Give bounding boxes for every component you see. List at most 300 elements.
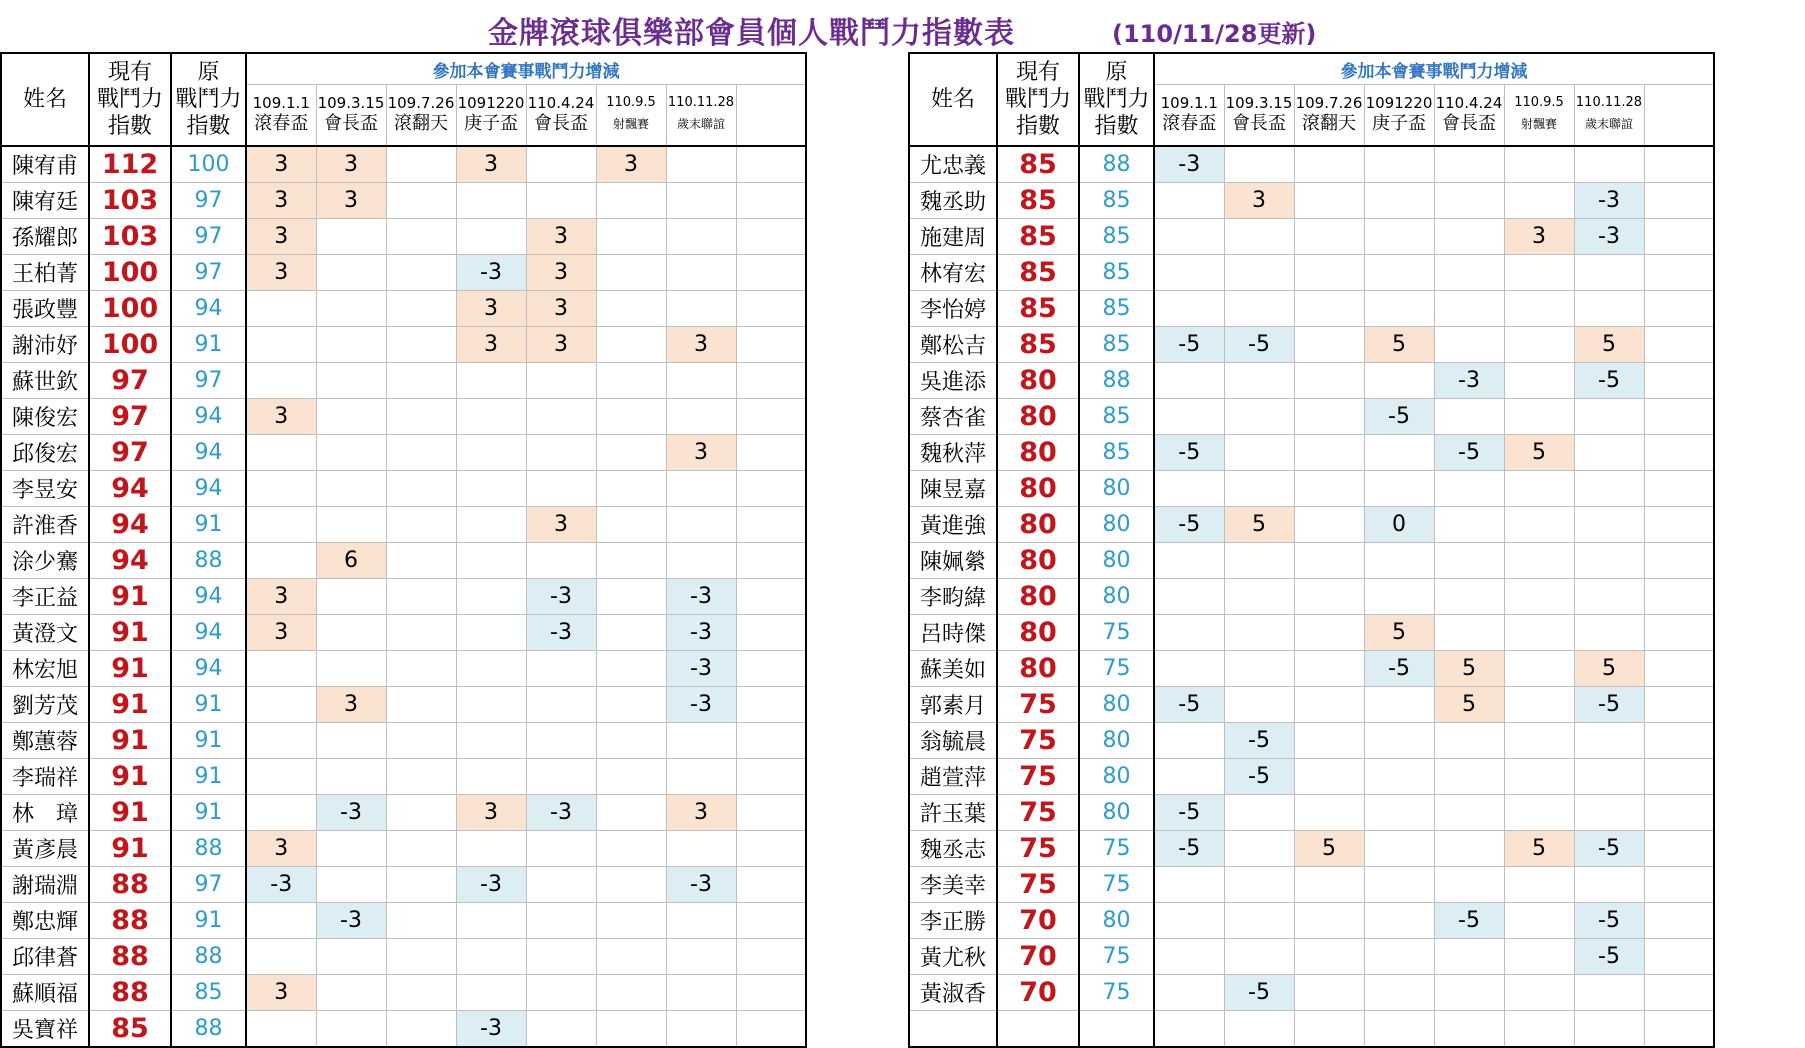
event-date: 109.3.15 <box>317 94 385 112</box>
score-change-cell <box>596 795 666 831</box>
member-name: 尤忠義 <box>909 146 997 183</box>
current-score: 91 <box>89 651 171 687</box>
score-change-cell <box>456 939 526 975</box>
score-change-cell <box>386 471 456 507</box>
member-name: 鄭忠輝 <box>1 903 89 939</box>
score-change-cell <box>1644 939 1714 975</box>
event-date: 110.9.5 <box>606 95 656 110</box>
right-panel <box>908 52 1715 1048</box>
score-change-cell: 6 <box>316 543 386 579</box>
score-change-cell <box>596 759 666 795</box>
score-change-cell <box>526 543 596 579</box>
score-change-cell <box>1434 975 1504 1011</box>
score-change-cell <box>526 435 596 471</box>
score-change-cell <box>1574 146 1644 183</box>
score-change-cell <box>386 795 456 831</box>
title-bar <box>0 0 1805 52</box>
score-change-cell <box>666 507 736 543</box>
table-row <box>909 507 1714 543</box>
current-score: 85 <box>89 1011 171 1048</box>
score-change-cell <box>596 1011 666 1048</box>
score-change-cell <box>666 831 736 867</box>
score-change-cell: 3 <box>526 255 596 291</box>
score-change-cell <box>736 1011 806 1048</box>
member-name: 趙萱萍 <box>909 759 997 795</box>
score-change-cell <box>526 399 596 435</box>
event-header <box>1224 85 1294 147</box>
score-change-cell <box>1364 435 1434 471</box>
table-row <box>909 363 1714 399</box>
table-row <box>909 255 1714 291</box>
score-change-cell: 3 <box>526 507 596 543</box>
score-change-cell <box>1644 1011 1714 1048</box>
score-change-cell: 3 <box>666 795 736 831</box>
score-change-cell <box>1644 363 1714 399</box>
score-change-cell <box>1434 939 1504 975</box>
score-change-cell <box>1434 723 1504 759</box>
score-change-cell <box>1574 867 1644 903</box>
score-change-cell <box>246 903 316 939</box>
score-change-cell <box>1364 1011 1434 1048</box>
score-change-cell <box>1224 831 1294 867</box>
score-change-cell <box>1644 507 1714 543</box>
member-name: 李正勝 <box>909 903 997 939</box>
member-name: 陳俊宏 <box>1 399 89 435</box>
member-name: 吳寶祥 <box>1 1011 89 1048</box>
score-change-cell <box>736 723 806 759</box>
score-change-cell: 5 <box>1294 831 1364 867</box>
original-score: 94 <box>171 291 246 327</box>
score-change-cell <box>456 507 526 543</box>
score-change-cell <box>1224 399 1294 435</box>
score-change-cell <box>596 579 666 615</box>
header-line: 指數 <box>107 114 152 139</box>
event-header <box>526 85 596 147</box>
score-change-cell <box>316 255 386 291</box>
original-score: 85 <box>171 975 246 1011</box>
current-score: 91 <box>89 795 171 831</box>
score-change-cell <box>1224 939 1294 975</box>
score-change-cell <box>316 831 386 867</box>
original-score: 75 <box>1079 831 1154 867</box>
original-score: 75 <box>1079 615 1154 651</box>
member-name: 李瑞祥 <box>1 759 89 795</box>
score-change-cell <box>316 363 386 399</box>
score-change-cell: 3 <box>456 291 526 327</box>
score-change-cell <box>386 183 456 219</box>
score-change-cell <box>666 399 736 435</box>
table-row <box>1 687 806 723</box>
score-change-cell: 3 <box>316 687 386 723</box>
score-change-cell <box>1224 435 1294 471</box>
original-score <box>1079 1011 1154 1048</box>
original-score: 94 <box>171 399 246 435</box>
score-change-cell <box>1294 795 1364 831</box>
member-name: 張政豐 <box>1 291 89 327</box>
score-change-cell <box>1294 975 1364 1011</box>
score-change-cell <box>1154 939 1224 975</box>
table-row <box>1 759 806 795</box>
score-change-cell: 3 <box>1504 219 1574 255</box>
header-line: 原 <box>1105 60 1128 85</box>
table-row <box>909 903 1714 939</box>
table-row <box>1 651 806 687</box>
current-score: 91 <box>89 759 171 795</box>
original-score: 80 <box>1079 579 1154 615</box>
original-score: 85 <box>1079 291 1154 327</box>
score-change-cell: -3 <box>316 795 386 831</box>
score-change-cell <box>316 219 386 255</box>
score-change-cell: 3 <box>1224 183 1294 219</box>
score-change-cell <box>596 831 666 867</box>
score-change-cell <box>1224 291 1294 327</box>
original-score: 80 <box>1079 759 1154 795</box>
score-change-cell <box>1364 939 1434 975</box>
score-change-cell <box>1434 543 1504 579</box>
member-name: 吳進添 <box>909 363 997 399</box>
score-change-cell <box>596 399 666 435</box>
score-change-cell <box>596 255 666 291</box>
score-change-cell: 3 <box>316 146 386 183</box>
event-name: 歲末聯誼 <box>1584 117 1633 131</box>
score-change-cell <box>386 399 456 435</box>
score-change-cell <box>456 615 526 651</box>
score-change-cell <box>736 939 806 975</box>
score-change-cell <box>1154 399 1224 435</box>
score-change-cell <box>1294 867 1364 903</box>
original-score: 91 <box>171 507 246 543</box>
score-change-cell <box>1434 831 1504 867</box>
score-change-cell <box>736 867 806 903</box>
score-change-cell <box>1434 471 1504 507</box>
score-change-cell <box>386 255 456 291</box>
score-change-cell <box>1574 471 1644 507</box>
score-change-cell <box>456 831 526 867</box>
left-header-row <box>1 53 806 85</box>
score-change-cell: 3 <box>666 327 736 363</box>
score-change-cell <box>316 867 386 903</box>
table-row <box>1 399 806 435</box>
score-change-cell <box>1504 903 1574 939</box>
score-change-cell <box>1294 579 1364 615</box>
original-score: 88 <box>171 543 246 579</box>
score-change-cell <box>1364 795 1434 831</box>
score-change-cell <box>246 651 316 687</box>
table-row <box>1 183 806 219</box>
score-change-cell <box>1644 183 1714 219</box>
score-change-cell <box>456 975 526 1011</box>
score-change-cell <box>666 219 736 255</box>
event-header <box>1364 85 1434 147</box>
score-change-cell <box>246 1011 316 1048</box>
event-name: 會長盃 <box>324 113 378 134</box>
score-change-cell: 5 <box>1434 651 1504 687</box>
score-change-cell <box>1294 435 1364 471</box>
member-name: 謝瑞淵 <box>1 867 89 903</box>
score-change-cell: 3 <box>526 219 596 255</box>
member-name: 謝沛妤 <box>1 327 89 363</box>
current-score: 94 <box>89 543 171 579</box>
score-change-cell <box>456 399 526 435</box>
table-row <box>1 435 806 471</box>
original-score: 97 <box>171 255 246 291</box>
original-score: 85 <box>1079 435 1154 471</box>
current-score: 91 <box>89 831 171 867</box>
score-change-cell <box>596 867 666 903</box>
score-change-cell <box>596 615 666 651</box>
score-change-cell <box>456 723 526 759</box>
score-change-cell <box>1644 579 1714 615</box>
score-change-cell <box>386 327 456 363</box>
score-change-cell <box>1154 579 1224 615</box>
score-change-cell <box>386 939 456 975</box>
table-row <box>1 1011 806 1048</box>
table-row <box>909 723 1714 759</box>
score-change-cell: 3 <box>456 327 526 363</box>
score-change-cell <box>736 795 806 831</box>
score-change-cell <box>386 651 456 687</box>
score-change-cell <box>1574 795 1644 831</box>
member-name: 林宏旭 <box>1 651 89 687</box>
event-header <box>1294 85 1364 147</box>
table-row <box>909 219 1714 255</box>
original-score: 80 <box>1079 903 1154 939</box>
score-change-cell <box>1294 327 1364 363</box>
score-change-cell <box>246 939 316 975</box>
score-change-cell <box>1364 903 1434 939</box>
score-change-cell <box>386 146 456 183</box>
score-change-cell <box>246 291 316 327</box>
member-name: 許淮香 <box>1 507 89 543</box>
member-name: 許玉葉 <box>909 795 997 831</box>
event-name: 會長盃 <box>1442 113 1496 134</box>
score-change-cell <box>736 435 806 471</box>
column-header-name: 姓名 <box>909 53 997 146</box>
score-change-cell <box>526 759 596 795</box>
score-change-cell <box>1504 687 1574 723</box>
score-change-cell <box>1224 1011 1294 1048</box>
score-change-cell <box>1224 146 1294 183</box>
original-score: 94 <box>171 579 246 615</box>
table-row <box>909 939 1714 975</box>
table-row <box>909 146 1714 183</box>
right-score-table <box>908 52 1715 1048</box>
current-score: 100 <box>89 327 171 363</box>
score-change-cell <box>386 687 456 723</box>
current-score: 88 <box>89 903 171 939</box>
current-score: 100 <box>89 255 171 291</box>
table-row <box>909 579 1714 615</box>
score-change-cell <box>736 399 806 435</box>
member-name: 魏丞助 <box>909 183 997 219</box>
event-name: 滾翻天 <box>394 113 448 134</box>
score-change-cell <box>316 327 386 363</box>
score-change-cell <box>526 471 596 507</box>
score-change-cell <box>1224 471 1294 507</box>
member-name: 邱俊宏 <box>1 435 89 471</box>
event-header <box>386 85 456 147</box>
score-change-cell <box>596 435 666 471</box>
member-name: 郭素月 <box>909 687 997 723</box>
score-change-cell: 3 <box>246 399 316 435</box>
score-change-cell <box>666 363 736 399</box>
score-change-cell <box>736 291 806 327</box>
event-date: 109.1.1 <box>252 94 310 112</box>
current-score: 88 <box>89 939 171 975</box>
current-score: 80 <box>997 363 1079 399</box>
score-change-cell <box>1504 255 1574 291</box>
score-change-cell <box>1294 399 1364 435</box>
score-change-cell <box>1644 471 1714 507</box>
score-change-cell <box>1644 903 1714 939</box>
original-score: 85 <box>1079 399 1154 435</box>
score-change-cell <box>1224 579 1294 615</box>
current-score: 94 <box>89 471 171 507</box>
score-change-cell: -3 <box>526 615 596 651</box>
original-score: 88 <box>1079 146 1154 183</box>
original-score: 88 <box>171 1011 246 1048</box>
original-score: 94 <box>171 651 246 687</box>
score-change-cell <box>1504 723 1574 759</box>
member-name: 黃彥晨 <box>1 831 89 867</box>
score-change-cell <box>1644 795 1714 831</box>
score-change-cell <box>1224 543 1294 579</box>
score-change-cell <box>1154 219 1224 255</box>
score-change-cell <box>456 435 526 471</box>
current-score: 80 <box>997 651 1079 687</box>
score-change-cell <box>1574 291 1644 327</box>
score-change-cell: -5 <box>1154 687 1224 723</box>
score-change-cell: 5 <box>1574 651 1644 687</box>
score-change-cell <box>1574 255 1644 291</box>
score-change-cell: -5 <box>1154 435 1224 471</box>
score-change-cell <box>386 507 456 543</box>
table-row <box>909 291 1714 327</box>
event-date: 109.3.15 <box>1225 94 1293 112</box>
member-name: 李昱安 <box>1 471 89 507</box>
member-name: 翁毓晨 <box>909 723 997 759</box>
score-change-cell <box>596 183 666 219</box>
score-change-cell <box>1504 1011 1574 1048</box>
score-change-cell <box>456 183 526 219</box>
score-change-cell <box>736 831 806 867</box>
table-row <box>909 183 1714 219</box>
score-change-cell <box>386 759 456 795</box>
event-date: 109.7.26 <box>387 94 455 112</box>
score-change-cell: -3 <box>246 867 316 903</box>
current-score: 80 <box>997 471 1079 507</box>
member-name: 陳昱嘉 <box>909 471 997 507</box>
event-date: 110.9.5 <box>1514 95 1564 110</box>
score-change-cell: -5 <box>1154 327 1224 363</box>
member-name: 邱律蒼 <box>1 939 89 975</box>
column-group-header: 參加本會賽事戰鬥力增減 <box>246 53 806 85</box>
score-change-cell <box>526 183 596 219</box>
score-change-cell <box>1644 219 1714 255</box>
original-score: 85 <box>1079 327 1154 363</box>
score-change-cell <box>736 543 806 579</box>
score-change-cell <box>1504 867 1574 903</box>
current-score: 85 <box>997 327 1079 363</box>
score-change-cell <box>1644 651 1714 687</box>
score-change-cell <box>666 183 736 219</box>
current-score: 97 <box>89 399 171 435</box>
current-score: 75 <box>997 795 1079 831</box>
original-score: 97 <box>171 363 246 399</box>
table-row <box>1 831 806 867</box>
score-change-cell <box>316 939 386 975</box>
score-change-cell <box>1224 651 1294 687</box>
score-change-cell <box>246 723 316 759</box>
score-change-cell <box>1504 939 1574 975</box>
score-change-cell: 0 <box>1364 507 1434 543</box>
score-change-cell <box>1154 723 1224 759</box>
score-change-cell <box>1294 507 1364 543</box>
score-change-cell <box>456 471 526 507</box>
score-change-cell <box>1364 759 1434 795</box>
member-name: 林 璋 <box>1 795 89 831</box>
event-date: 110.11.28 <box>667 95 735 110</box>
current-score: 70 <box>997 939 1079 975</box>
score-change-cell <box>1504 399 1574 435</box>
member-name: 鄭松吉 <box>909 327 997 363</box>
score-change-cell <box>526 903 596 939</box>
score-change-cell: -5 <box>1434 435 1504 471</box>
event-name: 滾翻天 <box>1302 113 1356 134</box>
member-name: 蘇順福 <box>1 975 89 1011</box>
score-change-cell <box>1154 291 1224 327</box>
event-header <box>246 85 316 147</box>
score-change-cell: 3 <box>596 146 666 183</box>
score-change-cell <box>1224 363 1294 399</box>
score-change-cell: -5 <box>1154 831 1224 867</box>
score-change-cell <box>1434 327 1504 363</box>
score-change-cell <box>1504 795 1574 831</box>
score-change-cell: 3 <box>246 615 316 651</box>
score-change-cell <box>596 507 666 543</box>
score-change-cell: 3 <box>246 831 316 867</box>
original-score: 88 <box>1079 363 1154 399</box>
score-change-cell <box>246 759 316 795</box>
score-change-cell: -5 <box>1224 975 1294 1011</box>
score-change-cell <box>1434 615 1504 651</box>
table-row <box>909 471 1714 507</box>
score-change-cell <box>386 867 456 903</box>
score-change-cell <box>526 146 596 183</box>
score-change-cell <box>1504 759 1574 795</box>
score-change-cell <box>1434 759 1504 795</box>
current-score: 91 <box>89 615 171 651</box>
score-change-cell <box>1294 939 1364 975</box>
original-score: 75 <box>1079 939 1154 975</box>
score-change-cell: 3 <box>456 146 526 183</box>
score-change-cell <box>526 651 596 687</box>
current-score: 91 <box>89 687 171 723</box>
score-change-cell <box>1294 759 1364 795</box>
score-change-cell: 3 <box>526 327 596 363</box>
score-change-cell: 3 <box>246 219 316 255</box>
table-row <box>1 579 806 615</box>
score-change-cell: 3 <box>246 255 316 291</box>
score-change-cell <box>1504 615 1574 651</box>
score-change-cell <box>526 939 596 975</box>
score-change-cell <box>1224 615 1294 651</box>
score-change-cell <box>1574 759 1644 795</box>
current-score: 100 <box>89 291 171 327</box>
current-score: 103 <box>89 183 171 219</box>
score-change-cell <box>316 723 386 759</box>
score-change-cell <box>1154 651 1224 687</box>
